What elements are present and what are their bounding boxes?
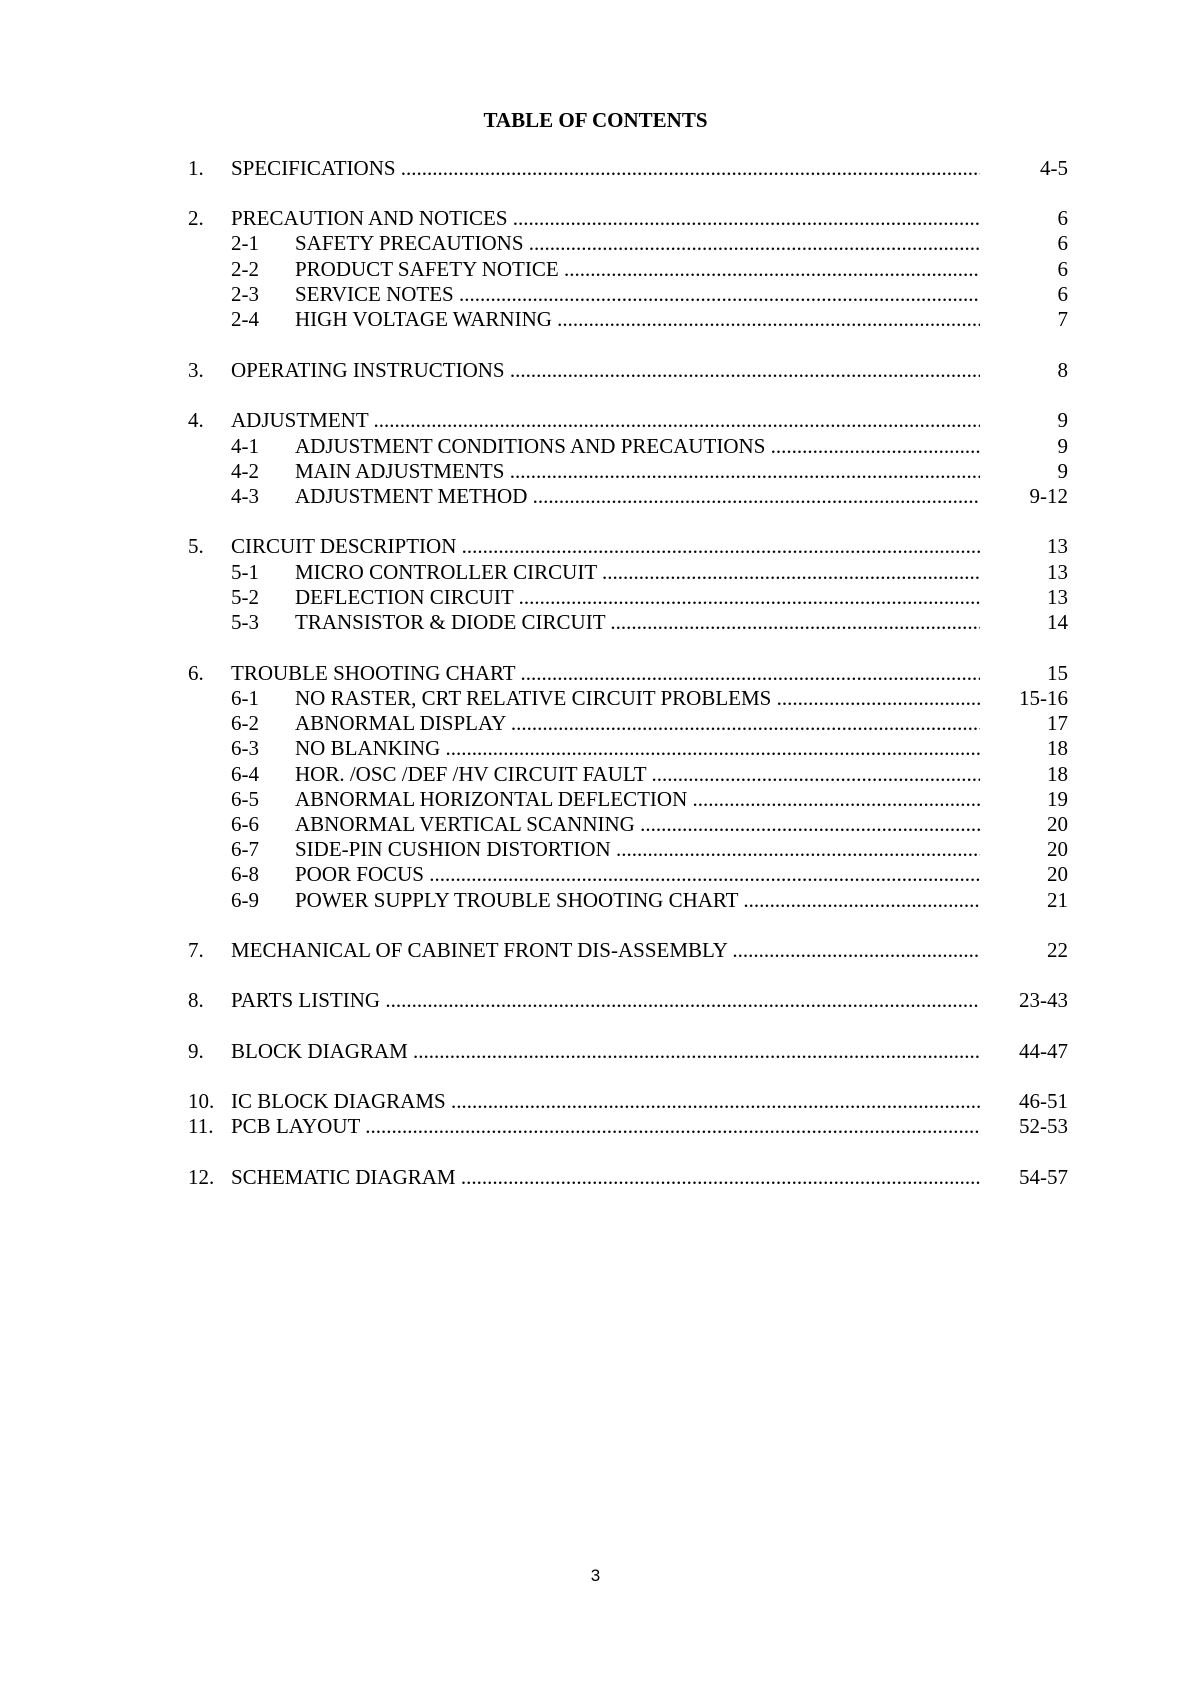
toc-entry-title: HIGH VOLTAGE WARNING ..... xyxy=(295,306,980,333)
toc-entry xyxy=(188,357,1068,384)
toc-subsection-number: 4-3 xyxy=(231,484,259,508)
toc-entry xyxy=(188,433,1068,460)
toc-section-number: 2. xyxy=(188,206,204,230)
toc-entry xyxy=(188,609,1068,636)
toc-entry-title: SPECIFICATIONS ..... xyxy=(231,155,980,182)
toc-entry xyxy=(188,937,1068,964)
toc-entry xyxy=(188,230,1068,257)
toc-entry xyxy=(188,735,1068,762)
toc-page-number: 52-53 xyxy=(1019,1114,1068,1138)
toc-page-number: 9-12 xyxy=(1029,484,1068,508)
toc-section-number: 5. xyxy=(188,534,204,558)
toc-entry-title: DEFLECTION CIRCUIT ..... xyxy=(295,584,980,611)
toc-page-number: 15-16 xyxy=(1019,686,1068,710)
toc-entry-title: SIDE-PIN CUSHION DISTORTION ..... xyxy=(295,836,980,863)
toc-entry xyxy=(188,786,1068,813)
toc-page-number: 17 xyxy=(1047,711,1068,735)
toc-page-number: 18 xyxy=(1047,736,1068,760)
toc-entry-title: POWER SUPPLY TROUBLE SHOOTING CHART ..... xyxy=(295,887,980,914)
toc-page-number: 9 xyxy=(1057,408,1068,432)
toc-entry-title: CIRCUIT DESCRIPTION ..... xyxy=(231,533,980,560)
toc-section-number: 1. xyxy=(188,156,204,180)
toc-entry xyxy=(188,306,1068,333)
toc-entry-title: PRECAUTION AND NOTICES ..... xyxy=(231,205,980,232)
toc-page-number: 7 xyxy=(1057,307,1068,331)
toc-entry xyxy=(188,256,1068,283)
toc-subsection-number: 5-1 xyxy=(231,560,259,584)
toc-section-number: 9. xyxy=(188,1039,204,1063)
toc-entry xyxy=(188,458,1068,485)
toc-subsection-number: 6-7 xyxy=(231,837,259,861)
toc-entry-title: ADJUSTMENT ..... xyxy=(231,407,980,434)
toc-page-number: 20 xyxy=(1047,837,1068,861)
toc-entry-title: ADJUSTMENT METHOD ..... xyxy=(295,483,980,510)
toc-subsection-number: 6-6 xyxy=(231,812,259,836)
toc-page-number: 20 xyxy=(1047,812,1068,836)
toc-section-number: 12. xyxy=(188,1165,215,1189)
toc-page-number: 8 xyxy=(1057,358,1068,382)
toc-page-number: 46-51 xyxy=(1019,1089,1068,1113)
toc-subsection-number: 6-9 xyxy=(231,888,259,912)
toc-section-number: 3. xyxy=(188,358,204,382)
toc-page-number: 13 xyxy=(1047,560,1068,584)
toc-entry-title: MECHANICAL OF CABINET FRONT DIS-ASSEMBLY ..... xyxy=(231,937,980,964)
toc-entry xyxy=(188,836,1068,863)
toc-section-number: 10. xyxy=(188,1089,215,1113)
toc-page-number: 22 xyxy=(1047,938,1068,962)
toc-entry-title: TRANSISTOR & DIODE CIRCUIT ..... xyxy=(295,609,980,636)
toc-entry xyxy=(188,887,1068,914)
toc-subsection-number: 2-3 xyxy=(231,282,259,306)
toc-entry xyxy=(188,710,1068,737)
toc-page-number: 15 xyxy=(1047,661,1068,685)
toc-page-number: 19 xyxy=(1047,787,1068,811)
toc-entry-title: OPERATING INSTRUCTIONS ..... xyxy=(231,357,980,384)
toc-entry xyxy=(188,1038,1068,1065)
toc-entry xyxy=(188,281,1068,308)
toc-subsection-number: 4-2 xyxy=(231,459,259,483)
toc-section-number: 11. xyxy=(188,1114,214,1138)
toc-entry xyxy=(188,205,1068,232)
toc-page-number: 14 xyxy=(1047,610,1068,634)
toc-entry xyxy=(188,584,1068,611)
toc-entry-title: NO RASTER, CRT RELATIVE CIRCUIT PROBLEMS ..... xyxy=(295,685,980,712)
toc-entry-title: SERVICE NOTES ..... xyxy=(295,281,980,308)
toc-section-number: 4. xyxy=(188,408,204,432)
toc-entry xyxy=(188,407,1068,434)
toc-page-number: 9 xyxy=(1057,434,1068,458)
toc-entry-title: PRODUCT SAFETY NOTICE ..... xyxy=(295,256,980,283)
toc-subsection-number: 6-2 xyxy=(231,711,259,735)
toc-page-number: 9 xyxy=(1057,459,1068,483)
toc-page-number: 13 xyxy=(1047,534,1068,558)
toc-page-number: 13 xyxy=(1047,585,1068,609)
toc-entry-title: SCHEMATIC DIAGRAM ..... xyxy=(231,1164,980,1191)
toc-page-number: 4-5 xyxy=(1040,156,1068,180)
toc-entry xyxy=(188,483,1068,510)
toc-subsection-number: 5-3 xyxy=(231,610,259,634)
toc-subsection-number: 6-5 xyxy=(231,787,259,811)
toc-page-number: 18 xyxy=(1047,762,1068,786)
toc-subsection-number: 6-4 xyxy=(231,762,259,786)
toc-section-number: 7. xyxy=(188,938,204,962)
toc-page-number: 6 xyxy=(1057,257,1068,281)
toc-entry-title: TROUBLE SHOOTING CHART ..... xyxy=(231,660,980,687)
toc-entry xyxy=(188,533,1068,560)
toc-subsection-number: 6-1 xyxy=(231,686,259,710)
toc-page-number: 44-47 xyxy=(1019,1039,1068,1063)
toc-entry-title: SAFETY PRECAUTIONS ..... xyxy=(295,230,980,257)
toc-page-number: 54-57 xyxy=(1019,1165,1068,1189)
toc-subsection-number: 6-3 xyxy=(231,736,259,760)
toc-entry xyxy=(188,861,1068,888)
toc-entry-title: IC BLOCK DIAGRAMS ..... xyxy=(231,1088,980,1115)
toc-entry xyxy=(188,811,1068,838)
toc-subsection-number: 2-1 xyxy=(231,231,259,255)
toc-page-number: 23-43 xyxy=(1019,988,1068,1012)
toc-entry-title: BLOCK DIAGRAM ..... xyxy=(231,1038,980,1065)
toc-section-number: 8. xyxy=(188,988,204,1012)
toc-page-number: 6 xyxy=(1057,206,1068,230)
toc-entry-title: PARTS LISTING ..... xyxy=(231,987,980,1014)
toc-entry xyxy=(188,1113,1068,1140)
toc-entry-title: NO BLANKING ..... xyxy=(295,735,980,762)
toc-entry xyxy=(188,987,1068,1014)
toc-page-number: 20 xyxy=(1047,862,1068,886)
toc-entry-title: MICRO CONTROLLER CIRCUIT ..... xyxy=(295,559,980,586)
toc-page-number: 6 xyxy=(1057,282,1068,306)
toc-subsection-number: 2-2 xyxy=(231,257,259,281)
toc-page-number: 21 xyxy=(1047,888,1068,912)
page-number: 3 xyxy=(590,1566,601,1585)
page-title: TABLE OF CONTENTS xyxy=(483,108,708,132)
toc-subsection-number: 4-1 xyxy=(231,434,259,458)
toc-entry-title: HOR. /OSC /DEF /HV CIRCUIT FAULT ..... xyxy=(295,761,980,788)
toc-entry-title: POOR FOCUS ..... xyxy=(295,861,980,888)
toc-entry xyxy=(188,1164,1068,1191)
toc-section-number: 6. xyxy=(188,661,204,685)
toc-entry xyxy=(188,660,1068,687)
toc-entry xyxy=(188,685,1068,712)
toc-subsection-number: 6-8 xyxy=(231,862,259,886)
toc-page-number: 6 xyxy=(1057,231,1068,255)
toc-subsection-number: 5-2 xyxy=(231,585,259,609)
toc-entry-title: ABNORMAL VERTICAL SCANNING ..... xyxy=(295,811,980,838)
toc-entry-title: ABNORMAL DISPLAY ..... xyxy=(295,710,980,737)
toc-entry-title: ABNORMAL HORIZONTAL DEFLECTION ..... xyxy=(295,786,980,813)
toc-entry xyxy=(188,155,1068,182)
toc-subsection-number: 2-4 xyxy=(231,307,259,331)
toc-entry xyxy=(188,559,1068,586)
toc-entry-title: ADJUSTMENT CONDITIONS AND PRECAUTIONS ..... xyxy=(295,433,980,460)
toc-entry xyxy=(188,1088,1068,1115)
toc-entry xyxy=(188,761,1068,788)
toc-entry-title: MAIN ADJUSTMENTS ..... xyxy=(295,458,980,485)
toc-entry-title: PCB LAYOUT ..... xyxy=(231,1113,980,1140)
